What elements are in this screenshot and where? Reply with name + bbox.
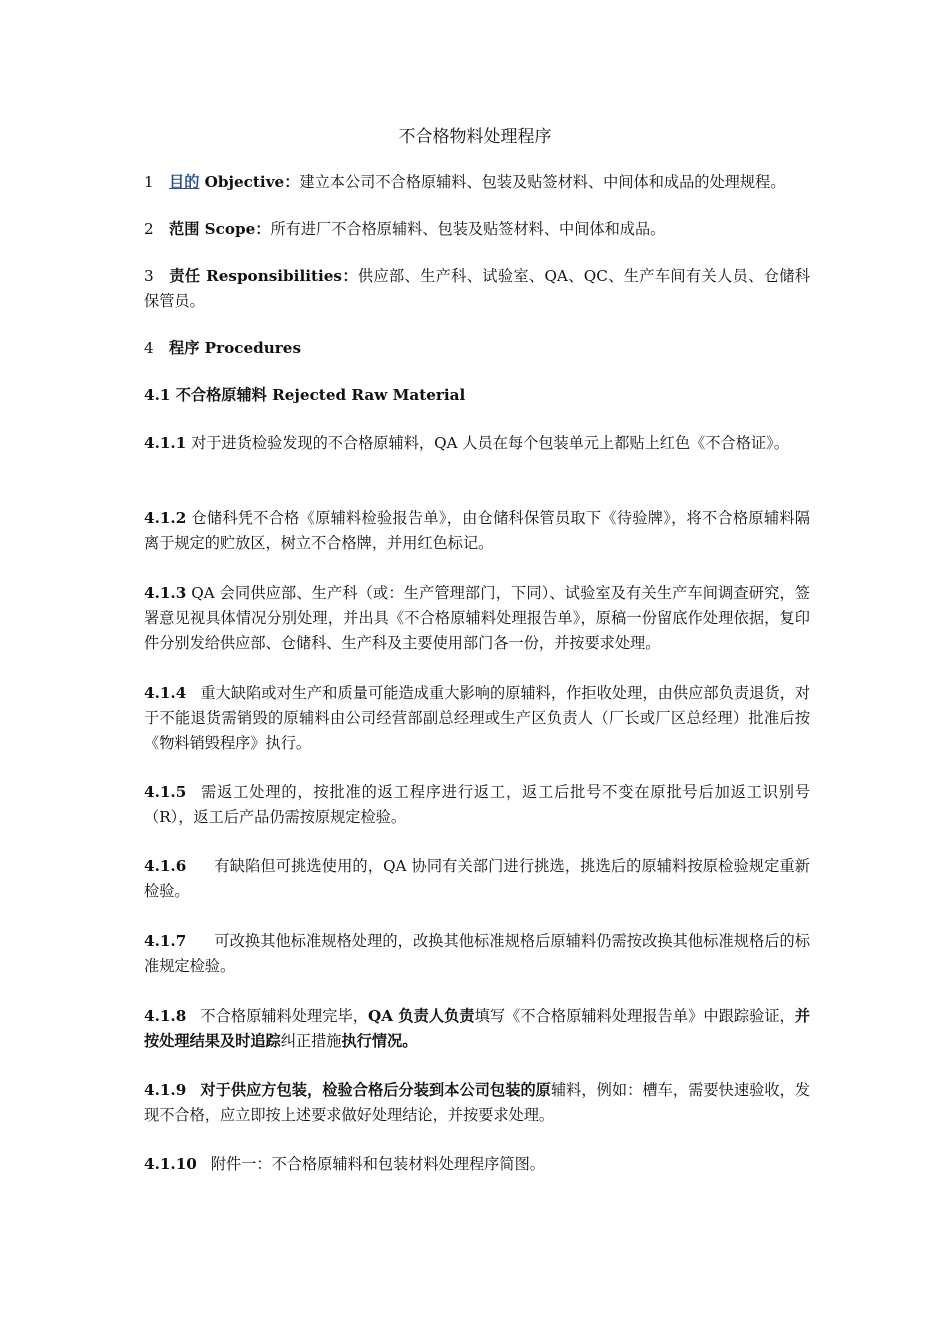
section-label: 程序 Procedures [169, 339, 302, 357]
clause-number: 4.1.10 [144, 1155, 197, 1173]
section-responsibilities [144, 264, 810, 314]
section-text: 供应部、生产科、试验室、QA、QC、生产车间有关人员、仓储科保管员。 [144, 267, 810, 310]
subsection-rejected-raw-material: 4.1 不合格原辅料 Rejected Raw Material [144, 386, 466, 404]
clause-4-1-3 [144, 581, 810, 656]
clause-4-1-10 [144, 1152, 810, 1177]
clause-number: 4.1.2 [144, 509, 187, 527]
section-text: 所有进厂不合格原辅料、包装及贴签材料、中间体和成品。 [270, 220, 666, 238]
clause-4-1-6 [144, 854, 810, 904]
section-label: 范围 Scope： [169, 220, 271, 238]
clause-number: 4.1.4 [144, 684, 187, 702]
clause-4-1-9 [144, 1078, 810, 1128]
clause-number: 4.1.6 [144, 857, 187, 875]
clause-emphasis: QA 负责人负责 [368, 1007, 475, 1025]
clause-number: 4.1.8 [144, 1007, 187, 1025]
clause-text: 纠正措施 [280, 1032, 342, 1050]
section-number: 4 [144, 339, 154, 357]
clause-4-1-7 [144, 929, 810, 979]
clause-number: 4.1.9 [144, 1081, 187, 1099]
clause-text: 辅料，例如：槽车，需要快速验收，发现不合格，应立即按上述要求做好处理结论，并按要求处理。 [144, 1081, 811, 1124]
clause-text: QA 会同供应部、生产科（或：生产管理部门，下同）、试验室及有关生产车间调查研究，签署意见视具体情况分别处理，并出具《不合格原辅料处理报告单》，原稿一份留底作处理依据，复印件分别发给供应部、仓储科、生产科及主要使用部门各一份，并按要求处理。 [144, 584, 810, 652]
objective-link[interactable]: 目的 [169, 173, 200, 191]
document-title: 不合格物料处理程序 [398, 127, 552, 147]
section-number: 3 [144, 267, 154, 285]
clause-number: 4.1.5 [144, 783, 187, 801]
clause-4-1-5 [144, 780, 810, 830]
clause-number: 4.1.3 [144, 584, 187, 602]
section-number: 2 [144, 220, 154, 238]
clause-4-1-2 [144, 506, 810, 556]
clause-number: 4.1.7 [144, 932, 187, 950]
section-text: 建立本公司不合格原辅料、包装及贴签材料、中间体和成品的处理规程。 [299, 173, 786, 191]
clause-text: 需返工处理的，按批准的返工程序进行返工，返工后批号不变在原批号后加返工识别号（R），返工后产品仍需按原规定检验。 [144, 783, 810, 826]
clause-text: 附件一：不合格原辅料和包装材料处理程序简图。 [210, 1155, 545, 1173]
clause-emphasis: 执行情况。 [341, 1032, 418, 1050]
clause-emphasis: 并按处理结果及时追踪 [144, 1007, 810, 1050]
section-objective [144, 170, 810, 195]
clause-text: 不合格原辅料处理完毕， [200, 1007, 369, 1025]
section-label: 责任 Responsibilities： [169, 267, 358, 285]
clause-text: 可改换其他标准规格处理的，改换其他标准规格后原辅料仍需按改换其他标准规格后的标准规定检验。 [144, 932, 810, 975]
section-number: 1 [144, 173, 154, 191]
clause-number: 4.1.1 [144, 434, 187, 452]
clause-text: 有缺陷但可挑选使用的，QA 协同有关部门进行挑选，挑选后的原辅料按原检验规定重新检验。 [144, 857, 810, 900]
clause-4-1-4 [144, 681, 810, 756]
section-scope [144, 217, 810, 242]
clause-text: 仓储科凭不合格《原辅料检验报告单》，由仓储科保管员取下《待验牌》，将不合格原辅料隔离于规定的贮放区，树立不合格牌，并用红色标记。 [144, 509, 810, 552]
section-procedures [144, 336, 810, 361]
clause-text: 重大缺陷或对生产和质量可能造成重大影响的原辅料，作拒收处理，由供应部负责退货，对于不能退货需销毁的原辅料由公司经营部副总经理或生产区负责人（厂长或厂区总经理）批准后按《物料销毁程序》执行。 [144, 684, 810, 752]
clause-text: 填写《不合格原辅料处理报告单》中跟踪验证， [474, 1007, 795, 1025]
section-label: Objective： [199, 173, 300, 191]
clause-text: 对于进货检验发现的不合格原辅料，QA 人员在每个包装单元上都贴上红色《不合格证》。 [186, 434, 789, 452]
clause-emphasis: 对于供应方包装，检验合格后分装到本公司包装的原 [200, 1081, 551, 1099]
clause-4-1-1 [144, 431, 810, 456]
clause-4-1-8 [144, 1004, 810, 1054]
